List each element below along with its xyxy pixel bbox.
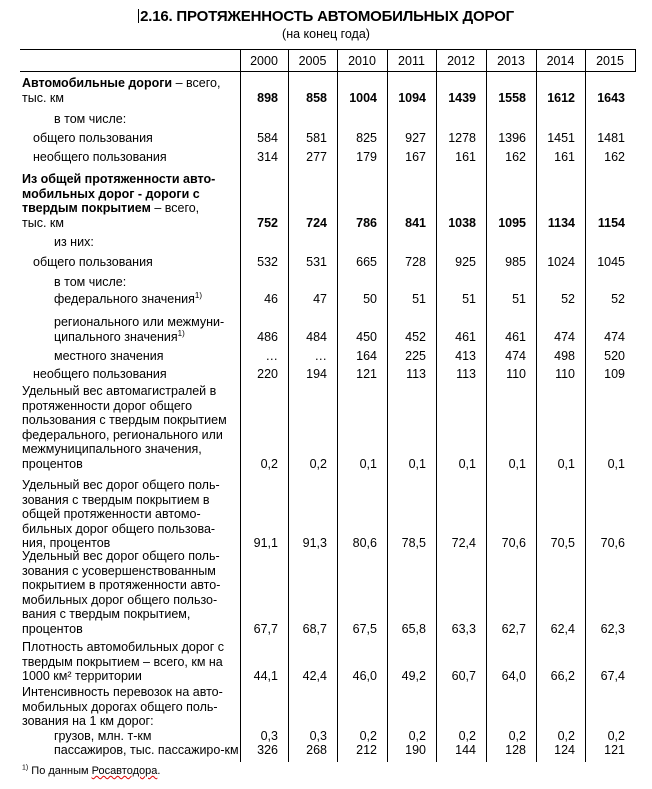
table-cell-value: 486 (257, 329, 278, 344)
row-label-line: Удельный вес дорог общего поль- (22, 549, 220, 563)
row-label-line: процентов (22, 456, 83, 471)
table-cell-value: 66,2 (550, 669, 575, 683)
table-cell-value: 0,2 (607, 729, 625, 743)
table-cell-value: 326 (257, 743, 278, 757)
row-label-line: мобильных дорогах общего поль- (22, 699, 218, 714)
table-cell-value: 1481 (597, 131, 625, 145)
table-cell-value: 52 (561, 292, 575, 306)
table-cell-value: 1612 (547, 90, 575, 105)
table-subtitle: (на конец года) (282, 27, 370, 41)
table-cell-value: 1278 (448, 131, 476, 145)
table-cell-value: 62,4 (550, 621, 575, 636)
row-label-line: Автомобильные дороги (22, 76, 173, 90)
row-label-line: местного значения (54, 349, 164, 363)
table-cell-value: 277 (306, 150, 327, 164)
table-cell-value: 49,2 (401, 669, 426, 683)
table-cell-value: 786 (356, 215, 377, 230)
table-cell-value: 1154 (597, 215, 625, 230)
table-cell-value: 42,4 (302, 669, 327, 683)
table-cell-value: 50 (363, 292, 377, 306)
table-cell-value: 225 (405, 349, 426, 363)
table-cell-value: 724 (306, 215, 327, 230)
row-label-line: вания с твердым покрытием, (22, 607, 191, 621)
table-cell-value: 70,6 (501, 536, 526, 550)
table-cell-value: 1451 (547, 131, 575, 145)
table-cell-value: 1045 (597, 255, 625, 269)
row-label-line: федерального, регионального или (22, 427, 223, 442)
row-label-line: в том числе: (54, 112, 127, 126)
table-cell-value: 65,8 (401, 621, 426, 636)
table-cell-value: 161 (554, 150, 575, 164)
table-cell-value: 461 (455, 329, 476, 344)
table-cell-value: 161 (455, 150, 476, 164)
row-label (54, 275, 126, 290)
row-label-line: грузов, млн. т-км (54, 729, 152, 743)
table-cell-value: … (265, 349, 278, 363)
table-cell-value: 0,1 (458, 456, 476, 471)
table-cell-value: 752 (257, 215, 278, 230)
row-label (54, 292, 202, 307)
row-label-line: покрытием в протяженности авто- (22, 578, 221, 592)
table-cell-value: 1094 (398, 90, 426, 105)
table-cell-value: 167 (405, 150, 426, 164)
row-label-line: тыс. км (22, 90, 64, 105)
row-label-line: Удельный вес дорог общего поль- (22, 478, 220, 492)
row-label (54, 315, 224, 344)
table-cell-value: 452 (405, 329, 426, 344)
table-cell-value: 665 (356, 255, 377, 269)
title-text: 2.16. ПРОТЯЖЕННОСТЬ АВТОМОБИЛЬНЫХ ДОРОГ (140, 8, 514, 25)
row-label (54, 235, 94, 250)
row-label-line: необщего пользования (33, 367, 167, 381)
row-label (22, 685, 223, 729)
footnote-mark: 1) (22, 764, 29, 772)
table-cell-value: 314 (257, 150, 278, 164)
row-label (33, 131, 153, 146)
table-cell-value: 91,3 (302, 536, 327, 550)
table-cell-value: 80,6 (352, 536, 377, 550)
table-cell-value: 212 (356, 743, 377, 757)
row-label-line: регионального или межмуни- (54, 315, 225, 329)
table-cell-value: 162 (505, 150, 526, 164)
row-label (54, 729, 151, 744)
table-cell-value: 927 (405, 131, 426, 145)
table-cell-value: 70,6 (600, 536, 625, 550)
row-label (54, 743, 239, 758)
table-cell-value: 51 (412, 292, 426, 306)
row-label-line: ния, процентов (22, 536, 111, 550)
table-cell-value: 268 (306, 743, 327, 757)
table-cell-value: 0,2 (359, 729, 377, 743)
table-cell-value: 46,0 (352, 669, 377, 683)
footnote-text: По данным Росавтодора. (31, 765, 161, 777)
table-cell-value: 0,2 (309, 456, 327, 471)
row-label (22, 478, 220, 551)
row-label (54, 349, 164, 364)
table-cell-value: 51 (462, 292, 476, 306)
row-label (33, 150, 167, 165)
table-cell-value: 841 (405, 215, 426, 230)
table-cell-value: 584 (257, 131, 278, 145)
footnote-reference: 1) (177, 328, 185, 338)
row-label-line: твердым покрытием – всего, км на (22, 654, 223, 669)
table-cell-value: 858 (306, 90, 327, 105)
year-header: 2000 (250, 54, 278, 68)
table-cell-value: 531 (306, 255, 327, 269)
table-cell-value: 113 (456, 367, 476, 381)
table-cell-value: 0,2 (260, 456, 278, 471)
header-bottom-rule (20, 71, 635, 72)
table-cell-value: 498 (554, 349, 575, 363)
footnote-reference: 1) (194, 290, 203, 300)
year-header: 2015 (596, 54, 624, 68)
table-cell-value: 728 (405, 255, 426, 269)
row-label-line: общей протяженности автомо- (22, 507, 201, 521)
row-label-line: Интенсивность перевозок на авто- (22, 685, 223, 699)
row-label-line: межмуниципального значения, (22, 442, 202, 456)
row-label-line: процентов (22, 621, 83, 636)
footnote (22, 765, 160, 777)
table-cell-value: 581 (306, 131, 327, 145)
table-cell-value: 67,5 (352, 621, 377, 636)
table-cell-value: 0,2 (508, 729, 526, 743)
table-cell-value: 0,3 (260, 729, 278, 743)
table-cell-value: 124 (554, 743, 575, 757)
row-label-line: пользования с твердым покрытием (22, 413, 227, 427)
column-divider (635, 49, 636, 72)
row-label (33, 367, 167, 382)
row-label-line: мобильных дорог общего пользо- (22, 592, 218, 607)
table-cell-value: 70,5 (550, 536, 575, 550)
table-cell-value: 1439 (448, 90, 476, 105)
row-label-line: общего пользования (33, 131, 153, 145)
table-cell-value: 62,3 (600, 621, 625, 636)
row-label (22, 172, 215, 230)
row-label-line: пассажиров, тыс. пассажиро-км (54, 743, 239, 757)
table-cell-value: 1643 (597, 90, 625, 105)
table-cell-value: 47 (313, 292, 327, 306)
table-cell-value: 67,7 (253, 621, 278, 636)
table-cell-value: 925 (455, 255, 476, 269)
row-label-line: зования с твердым покрытием в (22, 492, 210, 507)
year-header: 2014 (546, 54, 575, 68)
table-cell-value: 0,1 (607, 456, 625, 471)
row-label-line: бильных дорог общего пользова- (22, 521, 216, 536)
table-cell-value: 110 (555, 367, 575, 381)
table-cell-value: 63,3 (451, 621, 476, 636)
year-header: 2013 (497, 54, 525, 68)
table-cell-value: 109 (604, 367, 625, 381)
table-cell-value: 164 (356, 349, 377, 363)
table-cell-value: 128 (505, 743, 526, 757)
table-cell-value: 0,1 (408, 456, 426, 471)
table-cell-value: 0,1 (359, 456, 377, 471)
table-cell-value: 0,3 (309, 729, 327, 743)
table-cell-value: 91,1 (253, 536, 278, 550)
table-top-rule (20, 49, 635, 50)
table-cell-value: 474 (505, 349, 526, 363)
table-cell-value: 44,1 (253, 669, 278, 683)
row-label-line: Из общей протяженности авто- (22, 172, 216, 186)
row-label-line: тыс. км (22, 215, 64, 230)
table-cell-value: 60,7 (451, 669, 476, 683)
table-cell-value: 0,1 (508, 456, 526, 471)
table-cell-value: 532 (257, 255, 278, 269)
table-cell-value: 51 (512, 292, 526, 306)
row-label-line: протяженности дорог общего (22, 398, 193, 413)
table-cell-value: 484 (306, 329, 327, 344)
row-label-line: общего пользования (33, 255, 153, 269)
year-header: 2010 (348, 54, 376, 68)
row-label-line: Удельный вес автомагистралей в (22, 384, 217, 398)
row-label (22, 384, 227, 471)
row-label-line: необщего пользования (33, 150, 167, 164)
table-cell-value: 190 (405, 743, 426, 757)
table-cell-value: 78,5 (401, 536, 426, 550)
table-cell-value: 179 (356, 150, 377, 164)
table-cell-value: 110 (506, 367, 526, 381)
row-label (22, 640, 224, 684)
table-cell-value: 474 (554, 329, 575, 344)
row-label-tail: – всего, (172, 76, 221, 90)
table-cell-value: 113 (406, 367, 426, 381)
table-cell-value: 1024 (547, 255, 575, 269)
table-cell-value: 1095 (498, 215, 526, 230)
table-cell-value: 985 (505, 255, 526, 269)
table-cell-value: 520 (604, 349, 625, 363)
row-label (22, 549, 220, 636)
row-label (22, 76, 220, 105)
row-label-line: 1000 км² территории (22, 669, 142, 683)
table-cell-value: 46 (264, 292, 278, 306)
row-label-line: зования с усовершенствованным (22, 563, 216, 578)
table-cell-value: 825 (356, 131, 377, 145)
spellcheck-underline: Росавтодора (91, 765, 158, 777)
table-cell-value: 162 (604, 150, 625, 164)
table-cell-value: … (314, 349, 327, 363)
table-cell-value: 1004 (349, 90, 377, 105)
row-label-line: из них: (54, 235, 94, 249)
table-cell-value: 1558 (498, 90, 526, 105)
table-cell-value: 144 (455, 743, 476, 757)
row-label-line: ципального значения (54, 329, 178, 344)
row-label-tail: – всего, (150, 201, 200, 215)
row-label-line: Плотность автомобильных дорог с (22, 640, 225, 654)
table-cell-value: 194 (306, 367, 327, 381)
row-label-line: федерального значения (54, 292, 195, 306)
row-label-line: зования на 1 км дорог: (22, 714, 154, 728)
row-label-line: твердым покрытием (22, 201, 151, 215)
year-header: 2011 (398, 54, 425, 68)
table-cell-value: 0,2 (557, 729, 575, 743)
row-label (33, 255, 153, 270)
table-cell-value: 67,4 (600, 669, 625, 683)
table-cell-value: 72,4 (451, 536, 476, 550)
table-cell-value: 0,2 (458, 729, 476, 743)
table-cell-value: 0,2 (408, 729, 426, 743)
table-cell-value: 121 (356, 367, 377, 381)
table-cell-value: 52 (611, 292, 625, 306)
table-cell-value: 413 (455, 349, 476, 363)
row-label-line: мобильных дорог - дороги с (22, 186, 200, 201)
row-label (54, 112, 126, 127)
row-label-line: в том числе: (54, 275, 127, 289)
table-cell-value: 68,7 (302, 621, 327, 636)
table-cell-value: 1396 (498, 131, 526, 145)
text-cursor (138, 9, 139, 23)
table-cell-value: 474 (604, 329, 625, 344)
table-cell-value: 121 (604, 743, 625, 757)
table-cell-value: 461 (505, 329, 526, 344)
table-cell-value: 0,1 (557, 456, 575, 471)
table-cell-value: 64,0 (501, 669, 526, 683)
year-header: 2012 (447, 54, 475, 68)
table-cell-value: 62,7 (501, 621, 526, 636)
table-cell-value: 450 (356, 329, 377, 344)
table-title (0, 8, 652, 25)
table-cell-value: 1038 (448, 215, 476, 230)
table-cell-value: 220 (257, 367, 278, 381)
table-cell-value: 1134 (547, 215, 575, 230)
table-cell-value: 898 (257, 90, 278, 105)
year-header: 2005 (298, 54, 327, 68)
